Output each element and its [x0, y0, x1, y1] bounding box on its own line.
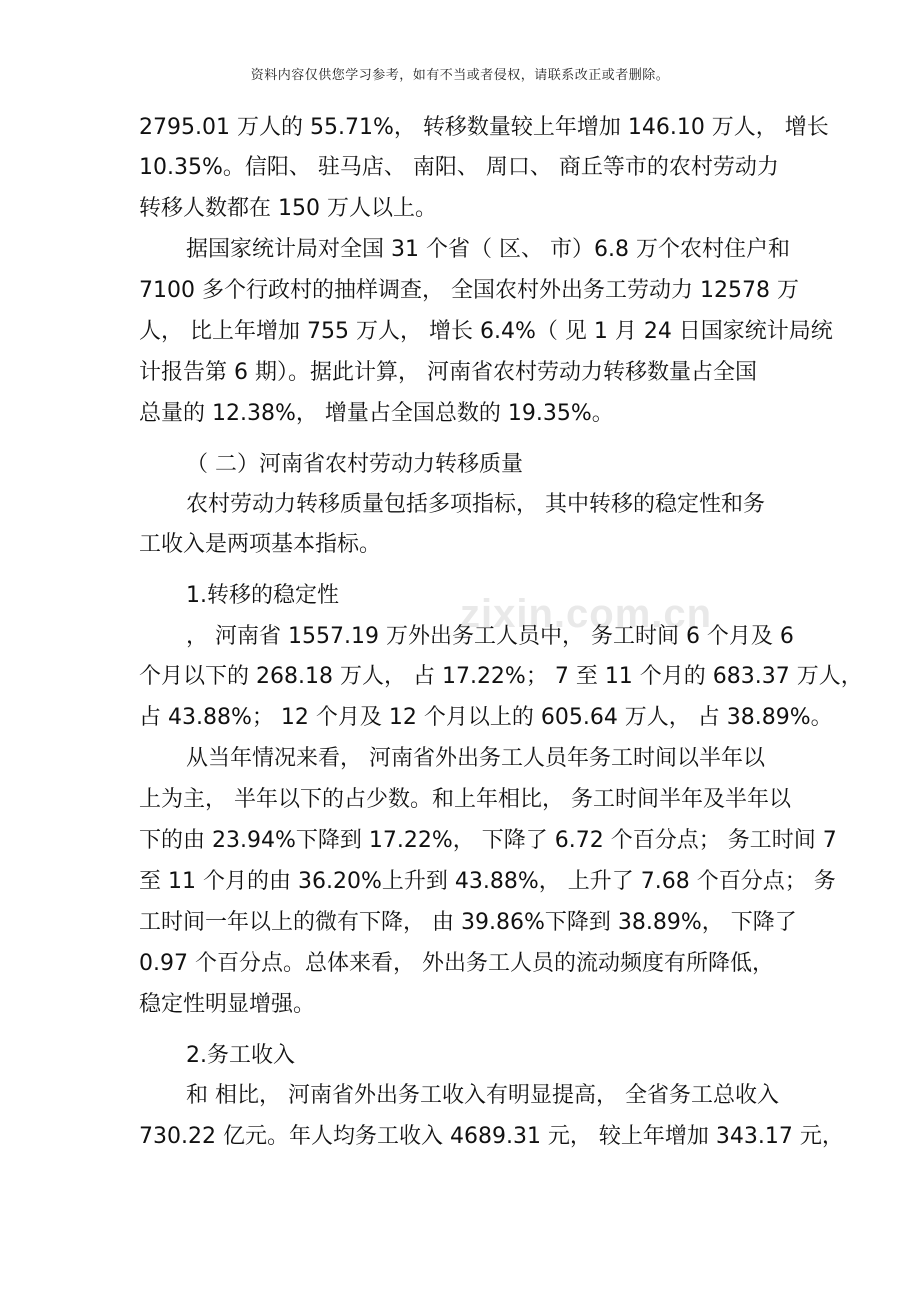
body-line: 计报告第 6 期）。据此计算， 河南省农村劳动力转移数量占全国: [139, 360, 757, 385]
watermark-text: zixin.com.cn: [460, 592, 713, 636]
body-line: 从当年情况来看， 河南省外出务工人员年务工时间以半年以: [186, 746, 765, 771]
page-header-disclaimer: 资料内容仅供您学习参考，如有不当或者侵权，请联系改正或者删除。: [250, 68, 670, 83]
subsection-heading: 2.务工收入: [186, 1043, 295, 1068]
body-line: 据国家统计局对全国 31 个省（ 区、 市）6.8 万个农村住户和: [186, 237, 790, 262]
body-line: 转移人数都在 150 万人以上。: [139, 196, 437, 221]
body-line: 总量的 12.38%， 增量占全国总数的 19.35%。: [139, 401, 614, 426]
body-line: 730.22 亿元。年人均务工收入 4689.31 元， 较上年增加 343.17 元，: [139, 1124, 844, 1149]
body-line: 个月以下的 268.18 万人， 占 17.22%； 7 至 11 个月的 683.37 万人，: [139, 664, 863, 689]
body-line: 占 43.88%； 12 个月及 12 个月以上的 605.64 万人， 占 38.89%。: [139, 705, 833, 730]
body-line: 2795.01 万人的 55.71%， 转移数量较上年增加 146.10 万人， 增长: [139, 115, 829, 140]
body-line: 上为主， 半年以下的占少数。和上年相比， 务工时间半年及半年以: [139, 787, 791, 812]
body-line: 工收入是两项基本指标。: [139, 532, 382, 557]
body-line: 稳定性明显增强。: [139, 992, 316, 1017]
body-line: 10.35%。信阳、 驻马店、 南阳、 周口、 商丘等市的农村劳动力: [139, 155, 779, 180]
body-line: 人， 比上年增加 755 万人， 增长 6.4%（ 见 1 月 24 日国家统计局统: [139, 319, 833, 344]
body-line: 和 相比， 河南省外出务工收入有明显提高， 全省务工总收入: [186, 1083, 779, 1108]
body-line: 7100 多个行政村的抽样调查， 全国农村外出务工劳动力 12578 万: [139, 278, 799, 303]
section-heading: （ 二）河南省农村劳动力转移质量: [186, 452, 523, 477]
body-line: 下的由 23.94%下降到 17.22%， 下降了 6.72 个百分点； 务工时间 7: [139, 828, 837, 853]
body-line: 农村劳动力转移质量包括多项指标， 其中转移的稳定性和务: [186, 492, 765, 517]
body-line: 至 11 个月的由 36.20%上升到 43.88%， 上升了 7.68 个百分点； 务: [139, 869, 836, 894]
body-line: 工时间一年以上的微有下降， 由 39.86%下降到 38.89%， 下降了: [139, 910, 797, 935]
subsection-heading: 1.转移的稳定性: [186, 583, 339, 608]
body-line: ， 河南省 1557.19 万外出务工人员中， 务工时间 6 个月及 6: [186, 624, 794, 649]
body-line: 0.97 个百分点。总体来看， 外出务工人员的流动频度有所降低，: [139, 951, 774, 976]
